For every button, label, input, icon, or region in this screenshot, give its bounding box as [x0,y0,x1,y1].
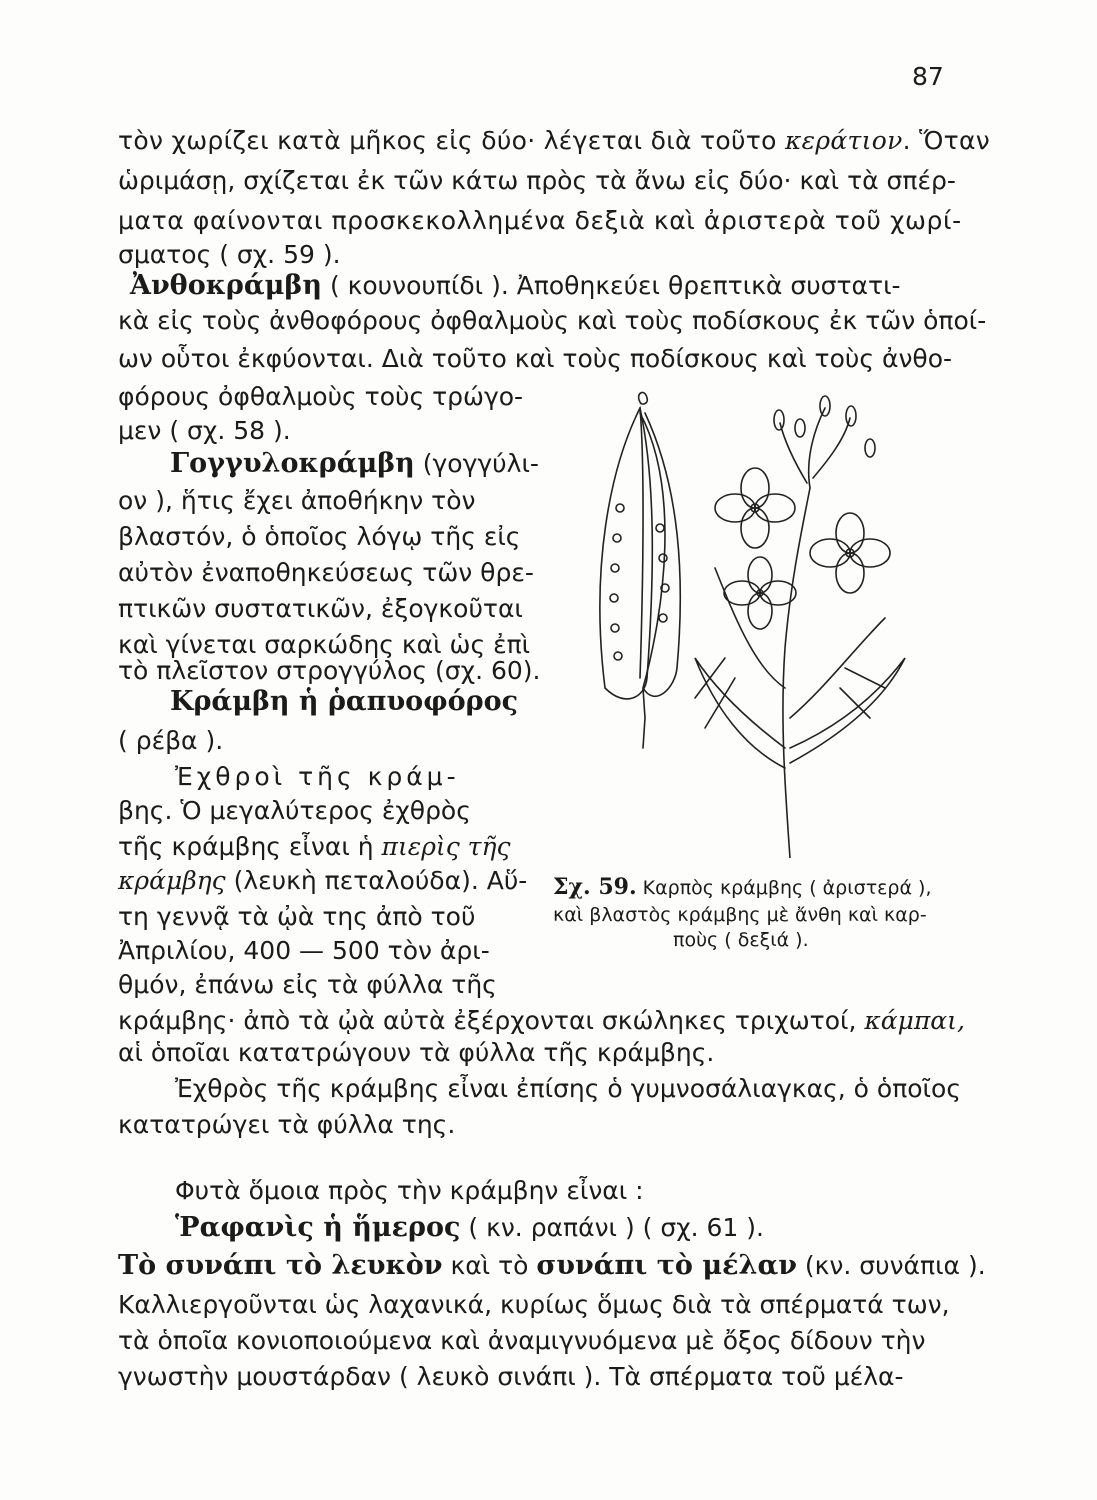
text-line: αἱ ὁποῖαι κατατρώγουν τὰ φύλλα τῆς κράμβης. [118,1038,715,1067]
text-line: κὰ εἰς τοὺς ἀνθοφόρους ὀφθαλμοὺς καὶ τοὺς ποδίσκους ἐκ τῶν ὁποί- [118,306,987,335]
text-line: Ἀνθοκράμβη ( κουνουπίδι ). Ἀποθηκεύει θρεπτικὰ συστατι- [130,270,901,301]
text-line: Ῥαφανὶς ἡ ἥμερος ( κν. ραπάνι ) ( σχ. 61 ). [175,1212,764,1243]
text-line: βλαστόν, ὁ ὁποῖος λόγῳ τῆς εἰς [118,522,521,551]
text-line: Φυτὰ ὅμοια πρὸς τὴν κράμβην εἶναι : [175,1176,644,1205]
heading-anthokrambi: Ἀνθοκράμβη [130,270,322,301]
heading-gongylokrambi: Γογγυλοκράμβη [170,448,415,479]
text-line: καὶ γίνεται σαρκώδης καὶ ὡς ἐπὶ [118,630,531,659]
text-line: Ἐχθροὶ τῆς κράμ- [175,762,460,791]
text-line: κράμβης· ἀπὸ τὰ ᾠὰ αὐτὰ ἐξέρχονται σκώληκες τριχωτοί, κάμπαι, [118,1006,965,1035]
heading-rafanis: Ῥαφανὶς ἡ ἥμερος [175,1212,461,1243]
text-line: θμόν, ἐπάνω εἰς τὰ φύλλα τῆς [118,970,497,999]
text-line: ον ), ἥτις ἔχει ἀποθήκην τὸν [118,486,476,515]
heading-krambi: Κράμβη ἡ ῥαπυοφόρος [170,686,519,717]
flowering-stem-illustration [695,396,905,858]
text-line: Τὸ συνάπι τὸ λευκὸν καὶ τὸ συνάπι τὸ μέλαν (κν. συνάπια ). [118,1250,986,1281]
text-line: ὡριμάσῃ, σχίζεται ἐκ τῶν κάτω πρὸς τὰ ἄνω εἰς δύο· καὶ τὰ σπέρ- [118,166,956,195]
text-line: ων οὗτοι ἐκφύονται. Διὰ τοῦτο καὶ τοὺς ποδίσκους καὶ τοὺς ἀνθο- [118,344,953,373]
text-line [170,686,518,718]
text-line: τη γεννᾷ τὰ ᾠὰ της ἀπὸ τοῦ [118,902,476,931]
text-line: αὐτὸν ἐναποθηκεύσεως τῶν θρε- [118,558,534,587]
text-line: κράμβης (λευκὴ πεταλούδα). Αὕ- [118,866,528,895]
heading-synapi-leukon: Τὸ συνάπι τὸ λευκὸν [118,1250,443,1281]
text-line: τὸ πλεῖστον στρογγύλος (σχ. 60). [118,656,541,685]
figure-cabbage-illustration [585,388,965,858]
figure-caption: Σχ. 59. Καρπὸς κράμβης ( ἀριστερά ), καὶ βλαστὸς κράμβης μὲ ἄνθη καὶ καρ- ποὺς ( δεξιά ). [553,874,932,952]
text-line: φόρους ὀφθαλμοὺς τοὺς τρώγο- [118,382,524,411]
pod-illustration [600,392,680,748]
text-line: κατατρώγει τὰ φύλλα της. [118,1110,456,1139]
text-line: ματα φαίνονται προσκεκολλημένα δεξιὰ καὶ ἀριστερὰ τοῦ χωρί- [118,206,962,235]
heading-synapi-melan: συνάπι τὸ μέλαν [536,1250,797,1281]
text-line: Ἀπριλίου, 400 — 500 τὸν ἀρι- [118,936,490,965]
text-line: μεν ( σχ. 58 ). [118,416,291,445]
text-line: Γογγυλοκράμβη (γογγύλι- [170,448,539,479]
text-line: γνωστὴν μουστάρδαν ( λευκὸ σινάπι ). Τὰ σπέρματα τοῦ μέλα- [118,1362,904,1391]
text-line: βης. Ὁ μεγαλύτερος ἐχθρὸς [118,796,471,825]
text-line: σματος ( σχ. 59 ). [118,240,341,269]
text-line: πτικῶν συστατικῶν, ἐξογκοῦται [118,594,523,623]
text-line: τὰ ὁποῖα κονιοποιούμενα καὶ ἀναμιγνυόμενα μὲ ὄξος δίδουν τὴν [118,1326,926,1355]
figure-label: Σχ. 59. [553,874,637,900]
text-line: τὸν χωρίζει κατὰ μῆκος εἰς δύο· λέγεται διὰ τοῦτο κεράτιον. Ὅταν [118,126,991,155]
text-line: Καλλιεργοῦνται ὡς λαχανικά, κυρίως ὅμως διὰ τὰ σπέρματά των, [118,1290,950,1319]
page-number: 87 [912,62,944,91]
text-line: ( ρέβα ). [118,726,224,755]
text-line: Ἐχθρὸς τῆς κράμβης εἶναι ἐπίσης ὁ γυμνοσάλιαγκας, ὁ ὁποῖος [175,1074,961,1103]
text-line: τῆς κράμβης εἶναι ἡ πιερὶς τῆς [118,832,511,861]
